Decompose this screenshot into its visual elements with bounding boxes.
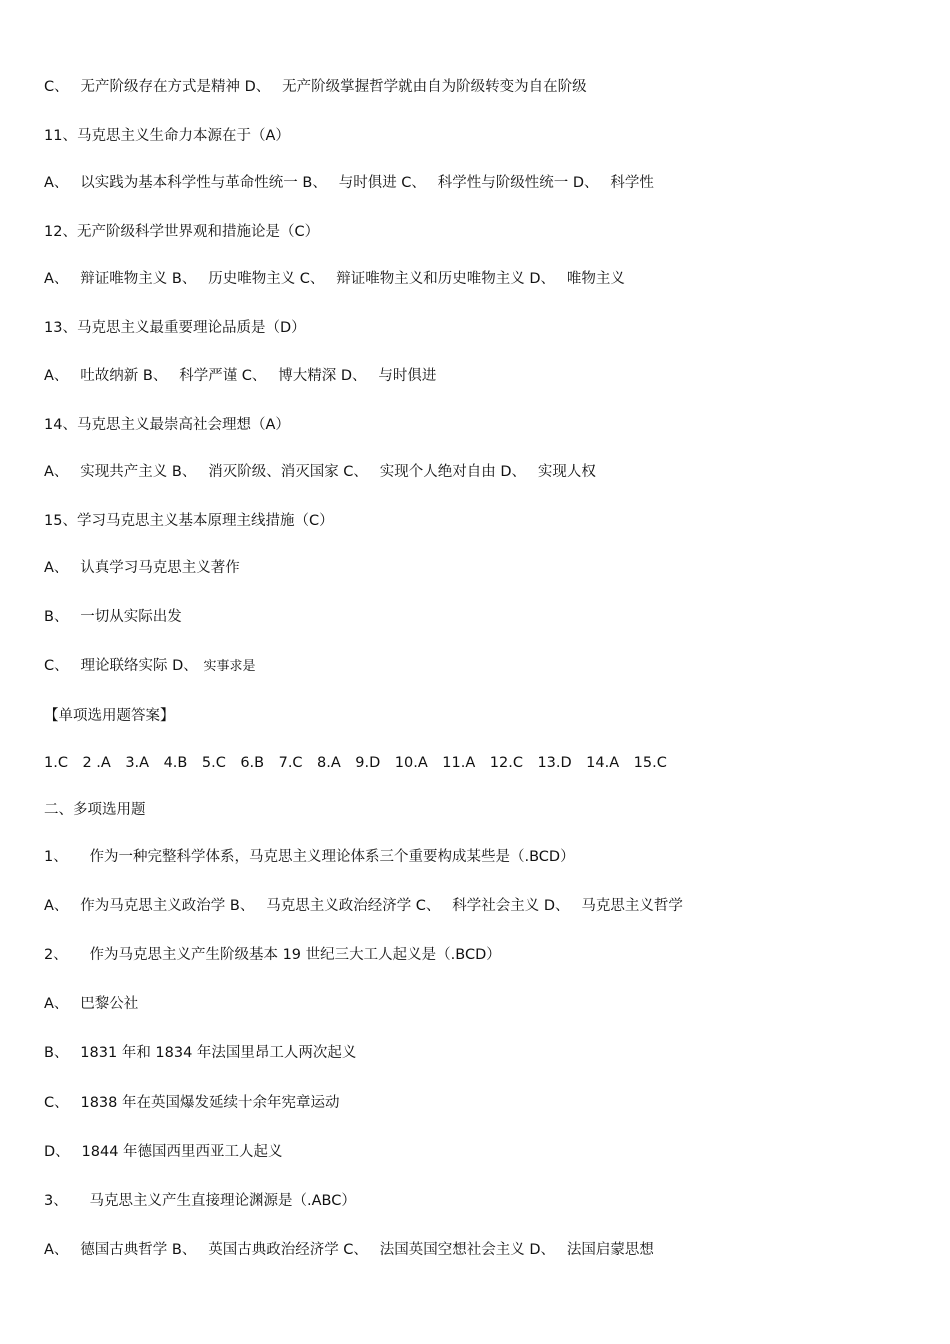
multi-options-3: A、 德国古典哲学 B、 英国古典政治经济学 C、 法国英国空想社会主义 D、 法国启蒙思想 <box>44 1242 654 1258</box>
question-12: 12、无产阶级科学世界观和措施论是（C） <box>44 224 320 240</box>
multi-question-2: 2、 作为马克思主义产生阶级基本 19 世纪三大工人起义是（.BCD） <box>44 947 501 963</box>
multi-option-2a: A、 巴黎公社 <box>44 996 139 1012</box>
options-13: A、 吐故纳新 B、 科学严谨 C、 博大精深 D、 与时俱进 <box>44 368 437 384</box>
option-15d-text: 实事求是 <box>190 659 256 674</box>
multi-option-2d: D、 1844 年德国西里西亚工人起义 <box>44 1144 283 1160</box>
section-heading-multiple-choice: 二、多项选用题 <box>44 802 146 818</box>
multi-question-1: 1、 作为一种完整科学体系，马克思主义理论体系三个重要构成某些是（.BCD） <box>44 849 575 865</box>
question-13: 13、马克思主义最重要理论品质是（D） <box>44 320 306 336</box>
question-14: 14、马克思主义最崇高社会理想（A） <box>44 417 290 433</box>
question-11: 11、马克思主义生命力本源在于（A） <box>44 128 290 144</box>
multi-option-2c: C、 1838 年在英国爆发延续十余年宪章运动 <box>44 1095 340 1111</box>
options-12: A、 辩证唯物主义 B、 历史唯物主义 C、 辩证唯物主义和历史唯物主义 D、 唯物主义 <box>44 271 625 287</box>
option-line-10cd: C、 无产阶级存在方式是精神 D、 无产阶级掌握哲学就由自为阶级转变为自在阶级 <box>44 79 587 95</box>
option-15b: B、 一切从实际出发 <box>44 609 182 625</box>
option-15cd-main: C、 理论联络实际 D、 <box>44 658 191 674</box>
answers-heading: 【单项选用题答案】 <box>44 708 175 724</box>
multi-question-3: 3、 马克思主义产生直接理论渊源是（.ABC） <box>44 1193 356 1209</box>
option-15a: A、 认真学习马克思主义著作 <box>44 560 240 576</box>
multi-options-1: A、 作为马克思主义政治学 B、 马克思主义政治经济学 C、 科学社会主义 D、 马克思主义哲学 <box>44 898 683 914</box>
option-15cd <box>44 655 910 677</box>
options-14: A、 实现共产主义 B、 消灭阶级、消灭国家 C、 实现个人绝对自由 D、 实现人权 <box>44 464 596 480</box>
answers-line: 1.C 2 .A 3.A 4.B 5.C 6.B 7.C 8.A 9.D 10.A 11.A 12.C 13.D 14.A 15.C <box>44 755 667 771</box>
options-11: A、 以实践为基本科学性与革命性统一 B、 与时俱进 C、 科学性与阶级性统一 D、 科学性 <box>44 175 654 191</box>
multi-option-2b: B、 1831 年和 1834 年法国里昂工人两次起义 <box>44 1045 357 1061</box>
question-15: 15、学习马克思主义基本原理主线措施（C） <box>44 513 334 529</box>
